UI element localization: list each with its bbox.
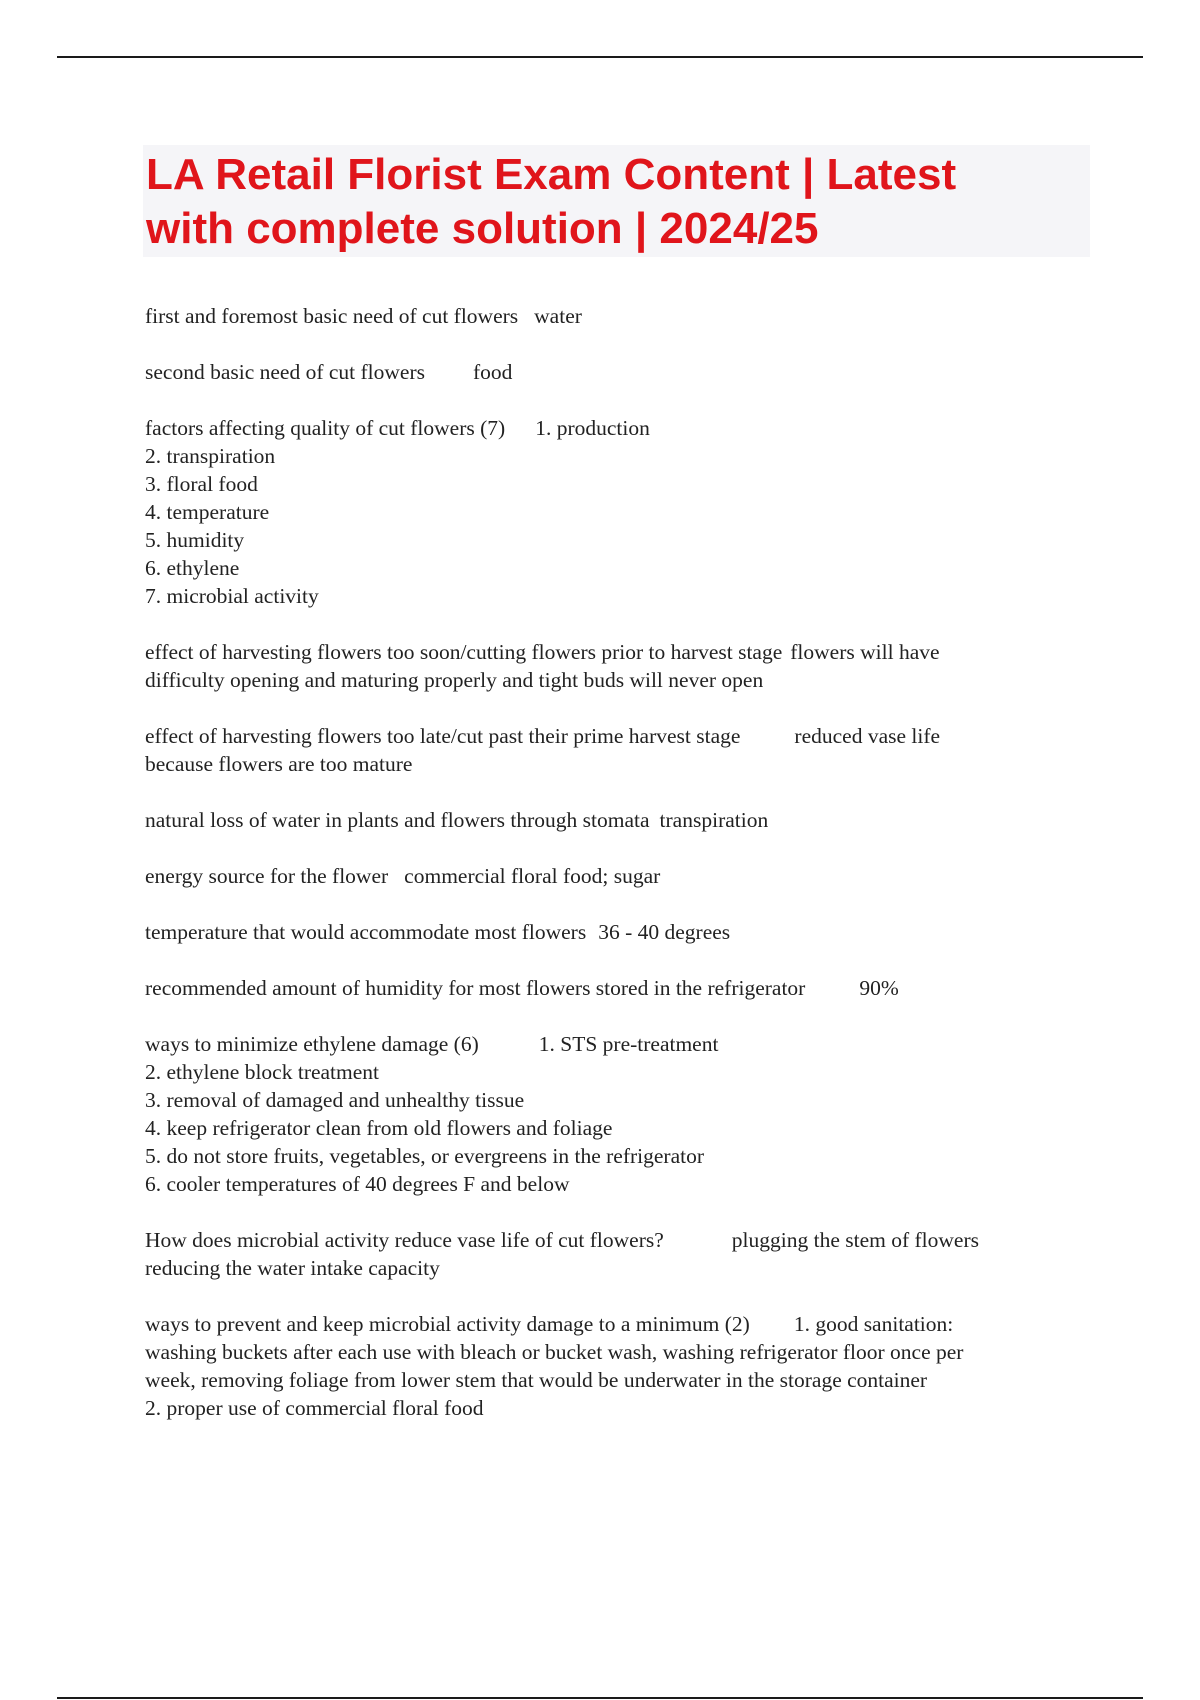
answer-continuation: reducing the water intake capacity — [145, 1256, 440, 1280]
flashcard-entry — [145, 1310, 1085, 1422]
entry-line — [145, 1058, 1085, 1086]
question-text: natural loss of water in plants and flowers through stomata — [145, 808, 650, 832]
entry-line — [145, 862, 1085, 890]
answer-text: commercial floral food; sugar — [404, 864, 661, 888]
answer-text: 1. STS pre-treatment — [538, 1032, 719, 1056]
question-text: energy source for the flower — [145, 864, 389, 888]
title-line-1: LA Retail Florist Exam Content | Latest — [146, 150, 957, 199]
entry-line — [145, 414, 1085, 442]
entry-line — [145, 1030, 1085, 1058]
question-text: recommended amount of humidity for most flowers stored in the refrigerator — [145, 976, 806, 1000]
answer-continuation: 5. do not store fruits, vegetables, or evergreens in the refrigerator — [145, 1144, 704, 1168]
entry-line — [145, 1142, 1085, 1170]
answer-continuation: washing buckets after each use with bleach or bucket wash, washing refrigerator floor once per — [145, 1340, 964, 1364]
entry-line — [145, 638, 1085, 666]
flashcard-entry — [145, 862, 1085, 890]
title-line-2: with complete solution | 2024/25 — [146, 204, 819, 253]
entry-line — [145, 358, 1085, 386]
flashcard-entry — [145, 358, 1085, 386]
top-rule — [57, 56, 1143, 58]
flashcard-entry — [145, 1030, 1085, 1198]
question-text: first and foremost basic need of cut flowers — [145, 304, 519, 328]
flashcard-list — [145, 302, 1085, 1450]
answer-continuation: 2. transpiration — [145, 444, 276, 468]
flashcard-entry — [145, 414, 1085, 610]
question-text: How does microbial activity reduce vase life of cut flowers? — [145, 1228, 664, 1252]
answer-text: 1. production — [535, 416, 650, 440]
answer-text: transpiration — [659, 808, 769, 832]
entry-line — [145, 918, 1085, 946]
answer-text: flowers will have — [790, 640, 940, 664]
answer-continuation: 5. humidity — [145, 528, 245, 552]
question-text: factors affecting quality of cut flowers (7) — [145, 416, 506, 440]
entry-line — [145, 1170, 1085, 1198]
answer-continuation: 6. cooler temperatures of 40 degrees F and below — [145, 1172, 570, 1196]
entry-line — [145, 1394, 1085, 1422]
answer-text: food — [473, 360, 513, 384]
flashcard-entry — [145, 722, 1085, 778]
entry-line — [145, 470, 1085, 498]
entry-line — [145, 1310, 1085, 1338]
entry-line — [145, 806, 1085, 834]
answer-continuation: 4. keep refrigerator clean from old flowers and foliage — [145, 1116, 613, 1140]
entry-line — [145, 302, 1085, 330]
answer-continuation: 7. microbial activity — [145, 584, 319, 608]
entry-line — [145, 974, 1085, 1002]
flashcard-entry — [145, 302, 1085, 330]
bottom-rule — [57, 1697, 1143, 1699]
entry-line — [145, 1254, 1085, 1282]
answer-text: water — [534, 304, 582, 328]
answer-continuation: week, removing foliage from lower stem that would be underwater in the storage container — [145, 1368, 928, 1392]
entry-line — [145, 498, 1085, 526]
flashcard-entry — [145, 974, 1085, 1002]
entry-line — [145, 1114, 1085, 1142]
entry-line — [145, 526, 1085, 554]
flashcard-entry — [145, 638, 1085, 694]
document-title — [146, 148, 1086, 256]
question-text: second basic need of cut flowers — [145, 360, 425, 384]
entry-line — [145, 1226, 1085, 1254]
flashcard-entry — [145, 1226, 1085, 1282]
answer-continuation: because flowers are too mature — [145, 752, 413, 776]
entry-line — [145, 1338, 1085, 1366]
entry-line — [145, 442, 1085, 470]
answer-text: reduced vase life — [794, 724, 941, 748]
entry-line — [145, 554, 1085, 582]
entry-line — [145, 1086, 1085, 1114]
answer-continuation: 3. removal of damaged and unhealthy tissue — [145, 1088, 525, 1112]
answer-continuation: 3. floral food — [145, 472, 258, 496]
answer-continuation: 6. ethylene — [145, 556, 240, 580]
answer-continuation: 2. ethylene block treatment — [145, 1060, 380, 1084]
question-text: effect of harvesting flowers too late/cut past their prime harvest stage — [145, 724, 741, 748]
question-text: ways to prevent and keep microbial activity damage to a minimum (2) — [145, 1312, 750, 1336]
answer-text: 1. good sanitation: — [793, 1312, 954, 1336]
answer-text: 36 - 40 degrees — [598, 920, 731, 944]
entry-line — [145, 722, 1085, 750]
question-text: ways to minimize ethylene damage (6) — [145, 1032, 479, 1056]
answer-text: 90% — [859, 976, 899, 1000]
entry-line — [145, 666, 1085, 694]
entry-line — [145, 1366, 1085, 1394]
flashcard-entry — [145, 918, 1085, 946]
entry-line — [145, 582, 1085, 610]
question-text: effect of harvesting flowers too soon/cutting flowers prior to harvest stage — [145, 640, 783, 664]
flashcard-entry — [145, 806, 1085, 834]
answer-continuation: 4. temperature — [145, 500, 270, 524]
entry-line — [145, 750, 1085, 778]
answer-continuation: difficulty opening and maturing properly and tight buds will never open — [145, 668, 764, 692]
question-text: temperature that would accommodate most flowers — [145, 920, 587, 944]
answer-text: plugging the stem of flowers — [731, 1228, 980, 1252]
answer-continuation: 2. proper use of commercial floral food — [145, 1396, 484, 1420]
